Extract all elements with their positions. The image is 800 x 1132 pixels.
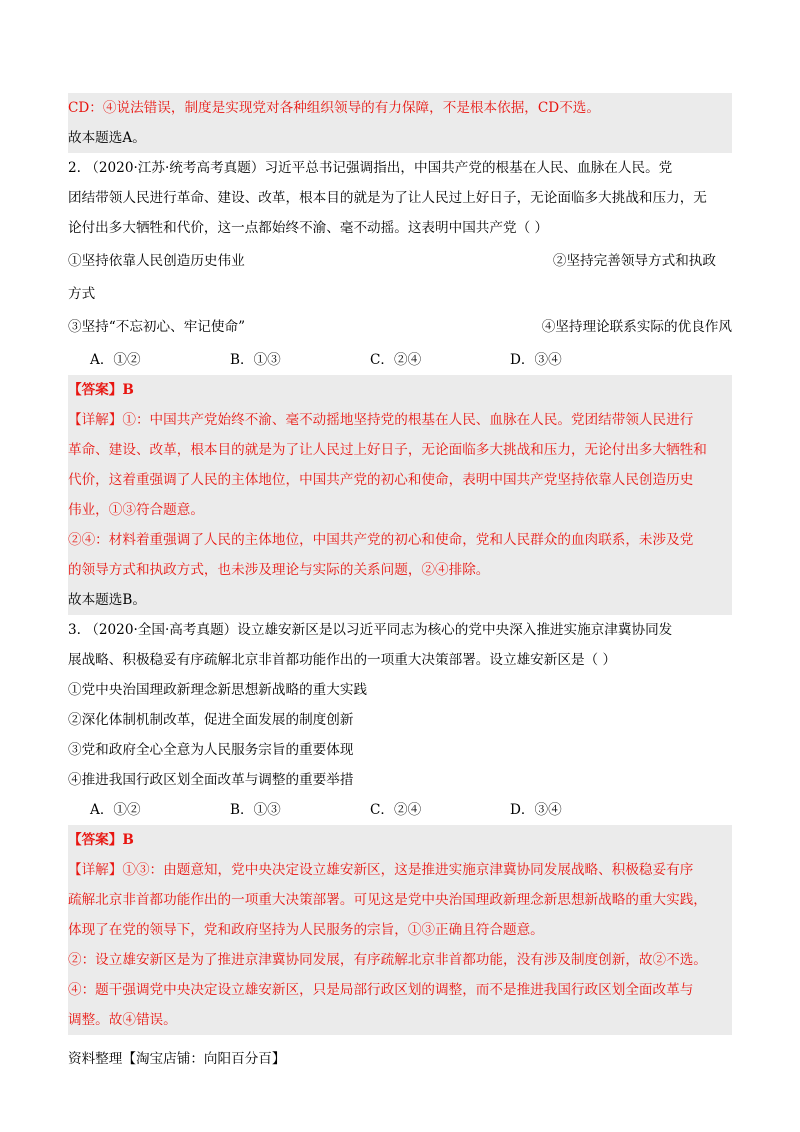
answer-block-3	[68, 825, 732, 1035]
detail-line: 体现了在党的领导下，党和政府坚持为人民服务的宗旨，①③正确且符合题意。	[68, 922, 544, 938]
option-d: D．③④	[510, 352, 562, 368]
detail-line: 革命、建设、改革，根本目的就是为了让人民过上好日子，无论面临多大挑战和压力，无论付出多大牺牲和	[68, 442, 707, 458]
detail-line: 的领导方式和执政方式，也未涉及理论与实际的关系问题，②④排除。	[68, 562, 490, 578]
conclusion-line: 故本题选B。	[68, 592, 146, 608]
question-3	[68, 615, 732, 1035]
question-stem-line: 3. （2020·全国·高考真题）设立雄安新区是以习近平同志为核心的党中央深入推进实施京津冀协同发	[68, 622, 673, 638]
answer-options	[68, 795, 732, 825]
detail-line: 【详解】①③：由题意知，党中央决定设立雄安新区，这是推进实施京津冀协同发展战略、积极稳妥有序	[68, 862, 694, 878]
answer-options	[68, 345, 732, 375]
question-stem-line: 展战略、积极稳妥有序疏解北京非首都功能作出的一项重大决策部署。设立雄安新区是（ ）	[68, 652, 617, 668]
question-stem-line: 团结带领人民进行革命、建设、改革，根本目的就是为了让人民过上好日子，无论面临多大挑战和压力，无	[68, 190, 707, 206]
detail-line: ②④：材料着重强调了人民的主体地位，中国共产党的初心和使命，党和人民群众的血肉联系，未涉及党	[68, 532, 694, 548]
option-b: B．①③	[230, 352, 281, 368]
page-footer: 资料整理【淘宝店铺：向阳百分百】	[68, 1051, 286, 1067]
explanation-block-1	[68, 93, 732, 153]
detail-line: 伟业，①③符合题意。	[68, 502, 204, 518]
choice-item: ①党中央治国理政新理念新思想新战略的重大实践	[68, 682, 368, 698]
answer-block-2	[68, 375, 732, 615]
choice-item: ②深化体制机制改革，促进全面发展的制度创新	[68, 712, 354, 728]
choice-item: ①坚持依靠人民创造历史伟业	[68, 253, 245, 269]
answer-line: 【答案】B	[68, 382, 134, 398]
choice-item: ③坚持“不忘初心、牢记使命”	[68, 319, 246, 335]
conclusion-line: 故本题选A。	[68, 130, 146, 146]
detail-line: 【详解】①：中国共产党始终不渝、毫不动摇地坚持党的根基在人民、血脉在人民。党团结带领人民进行	[68, 412, 694, 428]
option-c: C．②④	[370, 802, 422, 818]
detail-line: 疏解北京非首都功能作出的一项重大决策部署。可见这是党中央治国理政新理念新思想新战略的重大实践，	[68, 892, 707, 908]
question-stem-line: 2. （2020·江苏·统考高考真题）习近平总书记强调指出，中国共产党的根基在人民、血脉在人民。党	[68, 160, 673, 176]
question-2	[68, 153, 732, 615]
detail-line: 代价，这着重强调了人民的主体地位，中国共产党的初心和使命，表明中国共产党坚持依靠人民创造历史	[68, 472, 694, 488]
answer-line: 【答案】B	[68, 832, 134, 848]
option-d: D．③④	[510, 802, 562, 818]
detail-line: ④：题干强调党中央决定设立雄安新区，只是局部行政区划的调整，而不是推进我国行政区划全面改革与	[68, 982, 694, 998]
option-c: C．②④	[370, 352, 422, 368]
choice-item: ②坚持完善领导方式和执政	[552, 253, 716, 269]
choice-item: ④推进我国行政区划全面改革与调整的重要举措	[68, 772, 354, 788]
detail-line: 调整。故④错误。	[68, 1012, 177, 1028]
option-a: A．①②	[90, 352, 141, 368]
choice-row	[68, 243, 732, 279]
choice-item: ③党和政府全心全意为人民服务宗旨的重要体现	[68, 742, 354, 758]
detail-line: ②：设立雄安新区是为了推进京津冀协同发展，有序疏解北京非首都功能，没有涉及制度创新，故②不选。	[68, 952, 707, 968]
choice-item: ④坚持理论联系实际的优良作风	[541, 319, 732, 335]
explanation-line: CD：④说法错误，制度是实现党对各种组织领导的有力保障，不是根本依据，CD不选。	[68, 100, 600, 116]
option-a: A．①②	[90, 802, 141, 818]
choice-item-continued: 方式	[68, 286, 96, 302]
choice-row	[68, 309, 732, 345]
document-body	[68, 93, 732, 1035]
question-stem-line: 论付出多大牺牲和代价，这一点都始终不渝、毫不动摇。这表明中国共产党（ ）	[68, 220, 549, 236]
option-b: B．①③	[230, 802, 281, 818]
